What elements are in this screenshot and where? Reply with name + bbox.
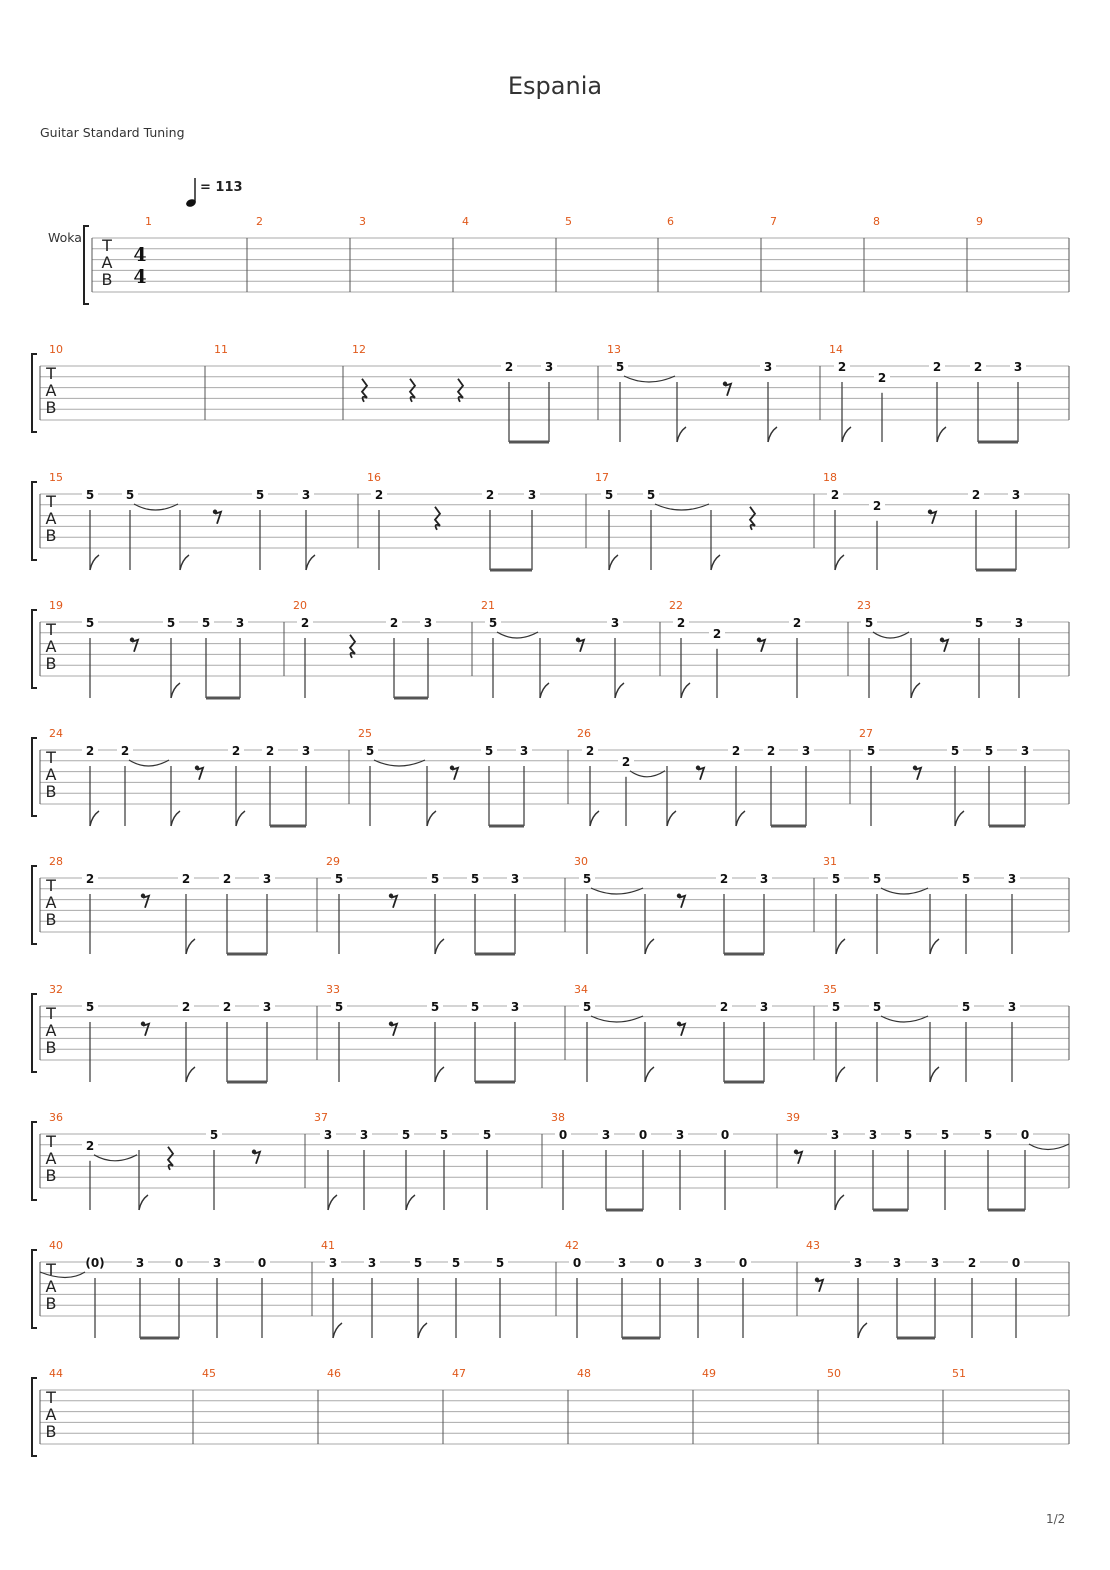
fret-number: 5	[615, 360, 625, 374]
fret-number: 3	[519, 744, 529, 758]
measure-number: 41	[321, 1239, 335, 1252]
fret-number: 5	[85, 488, 95, 502]
measure-number: 37	[314, 1111, 328, 1124]
fret-number: 5	[983, 1128, 993, 1142]
fret-number: 3	[1007, 1000, 1017, 1014]
fret-number: 2	[872, 498, 882, 513]
fret-number: 3	[527, 488, 537, 502]
eighth-flag	[590, 811, 599, 826]
tab-clef-letter: B	[45, 1038, 57, 1057]
fret-number: 3	[830, 1128, 840, 1142]
measure-number: 8	[873, 215, 880, 228]
fret-number: 5	[451, 1256, 461, 1270]
measure-number: 6	[667, 215, 674, 228]
fret-number: 5	[470, 1000, 480, 1014]
measure-number: 4	[462, 215, 469, 228]
eighth-flag	[328, 1195, 337, 1210]
measure-number: 3	[359, 215, 366, 228]
measure-number: 43	[806, 1239, 820, 1252]
fret-number: 0	[1020, 1128, 1030, 1142]
measure-number: 28	[49, 855, 63, 868]
eighth-flag	[139, 1195, 148, 1210]
system-bracket	[32, 1122, 37, 1200]
fret-number: 3	[367, 1256, 377, 1270]
measure-number: 34	[574, 983, 588, 996]
measure-number: 20	[293, 599, 307, 612]
eighth-flag	[171, 683, 180, 698]
measure-number: 9	[976, 215, 983, 228]
instrument-name: Wokal	[48, 230, 86, 245]
eighth-flag	[835, 555, 844, 570]
tab-clef-letter: B	[45, 654, 57, 673]
eighth-rest	[930, 512, 936, 524]
measure-number: 27	[859, 727, 873, 740]
fret-number: 3	[675, 1128, 685, 1142]
measure-number: 48	[577, 1367, 591, 1380]
eighth-rest	[679, 896, 685, 908]
tab-clef-letter: A	[45, 893, 57, 912]
eighth-flag	[768, 427, 777, 442]
tab-clef-letter: T	[46, 364, 56, 383]
measure-number: 18	[823, 471, 837, 484]
tab-clef-letter: T	[102, 236, 112, 255]
measure-number: 45	[202, 1367, 216, 1380]
fret-number: 0	[1011, 1256, 1021, 1270]
measure-number: 11	[214, 343, 228, 356]
eighth-rest	[698, 768, 704, 780]
fret-number: 2	[85, 744, 95, 758]
fret-number: 2	[766, 744, 776, 758]
eighth-flag	[306, 555, 315, 570]
fret-number: 5	[940, 1128, 950, 1142]
fret-number: 5	[85, 1000, 95, 1014]
fret-number: 3	[423, 616, 433, 630]
eighth-rest	[942, 640, 948, 652]
eighth-rest	[254, 1152, 260, 1164]
page-number: 1/2	[1046, 1512, 1066, 1526]
measure-number: 29	[326, 855, 340, 868]
measure-number: 32	[49, 983, 63, 996]
eighth-flag	[435, 1067, 444, 1082]
eighth-flag	[836, 939, 845, 954]
eighth-flag	[435, 939, 444, 954]
fret-number: 5	[255, 488, 265, 502]
fret-number: 3	[1020, 744, 1030, 758]
fret-number: 2	[485, 488, 495, 502]
fret-number: 5	[582, 1000, 592, 1014]
fret-number: 3	[135, 1256, 145, 1270]
system-bracket	[32, 994, 37, 1072]
fret-number: 2	[731, 744, 741, 758]
measure-number: 26	[577, 727, 591, 740]
fret-number: 5	[439, 1128, 449, 1142]
fret-number: 2	[231, 744, 241, 758]
eighth-flag	[406, 1195, 415, 1210]
measure-number: 22	[669, 599, 683, 612]
fret-number: 5	[872, 1000, 882, 1014]
system-bracket	[32, 738, 37, 816]
tab-clef-letter: B	[45, 910, 57, 929]
measure-number: 17	[595, 471, 609, 484]
eighth-flag	[186, 1067, 195, 1082]
eighth-flag	[186, 939, 195, 954]
fret-number: 0	[638, 1128, 648, 1142]
tab-clef-letter: A	[45, 509, 57, 528]
fret-number: (0)	[85, 1256, 105, 1270]
tab-clef-letter: B	[45, 398, 57, 417]
eighth-rest	[679, 1024, 685, 1036]
fret-number: 2	[712, 626, 722, 641]
eighth-flag	[427, 811, 436, 826]
measure-number: 47	[452, 1367, 466, 1380]
eighth-flag	[930, 939, 939, 954]
fret-number: 3	[301, 744, 311, 758]
fret-number: 5	[334, 1000, 344, 1014]
measure-number: 15	[49, 471, 63, 484]
eighth-flag	[90, 811, 99, 826]
tab-clef-letter: T	[46, 620, 56, 639]
fret-number: 3	[801, 744, 811, 758]
fret-number: 3	[759, 872, 769, 886]
system-bracket	[84, 226, 89, 304]
fret-number: 2	[877, 370, 887, 385]
measure-number: 42	[565, 1239, 579, 1252]
fret-number: 3	[262, 872, 272, 886]
eighth-flag	[645, 939, 654, 954]
fret-number: 3	[212, 1256, 222, 1270]
fret-number: 3	[301, 488, 311, 502]
tab-clef-letter: B	[45, 1294, 57, 1313]
tab-clef-letter: B	[45, 1166, 57, 1185]
tab-clef-letter: A	[45, 1021, 57, 1040]
tab-clef-letter: A	[45, 1149, 57, 1168]
tab-clef-letter: A	[45, 1277, 57, 1296]
time-signature-bottom: 4	[133, 266, 147, 288]
fret-number: 2	[85, 1138, 95, 1153]
tab-clef-letter: B	[101, 270, 113, 289]
system-bracket	[32, 866, 37, 944]
fret-number: 3	[1013, 360, 1023, 374]
fret-number: 5	[961, 872, 971, 886]
fret-number: 0	[174, 1256, 184, 1270]
measure-number: 38	[551, 1111, 565, 1124]
fret-number: 0	[558, 1128, 568, 1142]
fret-number: 0	[720, 1128, 730, 1142]
fret-number: 2	[792, 616, 802, 630]
system-bracket	[32, 1250, 37, 1328]
fret-number: 3	[328, 1256, 338, 1270]
fret-number: 2	[837, 360, 847, 374]
fret-number: 2	[374, 488, 384, 502]
measure-number: 21	[481, 599, 495, 612]
eighth-flag	[681, 683, 690, 698]
measure-number: 50	[827, 1367, 841, 1380]
eighth-flag	[677, 427, 686, 442]
fret-number: 5	[85, 616, 95, 630]
fret-number: 3	[510, 872, 520, 886]
fret-number: 5	[430, 872, 440, 886]
fret-number: 2	[85, 872, 95, 886]
eighth-rest	[578, 640, 584, 652]
fret-number: 2	[181, 1000, 191, 1014]
eighth-rest	[132, 640, 138, 652]
fret-number: 2	[932, 360, 942, 374]
measure-number: 51	[952, 1367, 966, 1380]
fret-number: 3	[892, 1256, 902, 1270]
fret-number: 2	[719, 872, 729, 886]
fret-number: 2	[222, 1000, 232, 1014]
measure-number: 24	[49, 727, 63, 740]
eighth-flag	[236, 811, 245, 826]
tab-clef-letter: T	[46, 492, 56, 511]
fret-number: 5	[961, 1000, 971, 1014]
fret-number: 5	[365, 744, 375, 758]
system-bracket	[32, 610, 37, 688]
fret-number: 3	[1011, 488, 1021, 502]
eighth-rest	[759, 640, 765, 652]
fret-number: 5	[604, 488, 614, 502]
tab-clef-letter: T	[46, 1260, 56, 1279]
measure-number: 13	[607, 343, 621, 356]
eighth-flag	[711, 555, 720, 570]
fret-number: 2	[300, 616, 310, 630]
tab-clef-letter: A	[45, 765, 57, 784]
fret-number: 5	[950, 744, 960, 758]
fret-number: 3	[763, 360, 773, 374]
eighth-flag	[836, 1067, 845, 1082]
fret-number: 3	[693, 1256, 703, 1270]
eighth-flag	[835, 1195, 844, 1210]
tab-clef-letter: T	[46, 1132, 56, 1151]
eighth-rest	[452, 768, 458, 780]
measure-number: 10	[49, 343, 63, 356]
fret-number: 5	[125, 488, 135, 502]
fret-number: 2	[621, 754, 631, 769]
fret-number: 2	[830, 488, 840, 502]
fret-number: 5	[831, 872, 841, 886]
fret-number: 3	[544, 360, 554, 374]
tab-clef-letter: A	[101, 253, 113, 272]
eighth-flag	[937, 427, 946, 442]
measure-number: 35	[823, 983, 837, 996]
fret-number: 2	[181, 872, 191, 886]
fret-number: 5	[903, 1128, 913, 1142]
fret-number: 3	[262, 1000, 272, 1014]
tab-clef-letter: T	[46, 748, 56, 767]
eighth-flag	[333, 1323, 342, 1338]
fret-number: 3	[853, 1256, 863, 1270]
fret-number: 3	[617, 1256, 627, 1270]
fret-number: 5	[401, 1128, 411, 1142]
measure-number: 14	[829, 343, 843, 356]
eighth-flag	[609, 555, 618, 570]
eighth-rest	[215, 512, 221, 524]
fret-number: 2	[971, 488, 981, 502]
fret-number: 0	[572, 1256, 582, 1270]
time-signature-top: 4	[133, 244, 147, 266]
measure-number: 5	[565, 215, 572, 228]
fret-number: 2	[719, 1000, 729, 1014]
measure-number: 31	[823, 855, 837, 868]
tab-clef-letter: T	[46, 1004, 56, 1023]
tab-clef-letter: T	[46, 876, 56, 895]
eighth-flag	[736, 811, 745, 826]
system-bracket	[32, 354, 37, 432]
fret-number: 2	[973, 360, 983, 374]
fret-number: 5	[482, 1128, 492, 1142]
eighth-flag	[171, 811, 180, 826]
fret-number: 5	[864, 616, 874, 630]
eighth-flag	[180, 555, 189, 570]
measure-number: 39	[786, 1111, 800, 1124]
fret-number: 5	[984, 744, 994, 758]
tab-clef-letter: T	[46, 1388, 56, 1407]
fret-number: 2	[967, 1256, 977, 1270]
measure-number: 46	[327, 1367, 341, 1380]
fret-number: 5	[470, 872, 480, 886]
eighth-flag	[911, 683, 920, 698]
eighth-rest	[143, 1024, 149, 1036]
fret-number: 5	[831, 1000, 841, 1014]
eighth-flag	[842, 427, 851, 442]
eighth-flag	[540, 683, 549, 698]
fret-number: 2	[504, 360, 514, 374]
fret-number: 3	[930, 1256, 940, 1270]
eighth-rest	[796, 1152, 802, 1164]
fret-number: 3	[1014, 616, 1024, 630]
measure-number: 40	[49, 1239, 63, 1252]
fret-number: 5	[334, 872, 344, 886]
fret-number: 5	[582, 872, 592, 886]
eighth-flag	[90, 555, 99, 570]
fret-number: 3	[235, 616, 245, 630]
fret-number: 0	[655, 1256, 665, 1270]
fret-number: 5	[866, 744, 876, 758]
eighth-rest	[915, 768, 921, 780]
measure-number: 2	[256, 215, 263, 228]
fret-number: 2	[389, 616, 399, 630]
tab-clef-letter: B	[45, 782, 57, 801]
measure-number: 16	[367, 471, 381, 484]
fret-number: 2	[265, 744, 275, 758]
measure-number: 36	[49, 1111, 63, 1124]
fret-number: 3	[1007, 872, 1017, 886]
fret-number: 5	[872, 872, 882, 886]
measure-number: 1	[145, 215, 152, 228]
fret-number: 5	[646, 488, 656, 502]
eighth-flag	[615, 683, 624, 698]
fret-number: 3	[510, 1000, 520, 1014]
measure-number: 33	[326, 983, 340, 996]
measure-number: 49	[702, 1367, 716, 1380]
fret-number: 2	[676, 616, 686, 630]
fret-number: 2	[120, 744, 130, 758]
fret-number: 5	[430, 1000, 440, 1014]
eighth-flag	[418, 1323, 427, 1338]
system-bracket	[32, 482, 37, 560]
song-title: Espania	[507, 72, 603, 100]
eighth-rest	[817, 1280, 823, 1292]
eighth-flag	[667, 811, 676, 826]
eighth-rest	[391, 1024, 397, 1036]
measure-number: 30	[574, 855, 588, 868]
fret-number: 5	[974, 616, 984, 630]
system-bracket	[32, 1378, 37, 1456]
fret-number: 2	[585, 744, 595, 758]
eighth-flag	[955, 811, 964, 826]
measure-number: 25	[358, 727, 372, 740]
eighth-flag	[645, 1067, 654, 1082]
measure-number: 19	[49, 599, 63, 612]
tab-clef-letter: A	[45, 381, 57, 400]
fret-number: 0	[257, 1256, 267, 1270]
fret-number: 3	[359, 1128, 369, 1142]
measure-number: 12	[352, 343, 366, 356]
fret-number: 3	[610, 616, 620, 630]
fret-number: 2	[222, 872, 232, 886]
fret-number: 5	[209, 1128, 219, 1142]
eighth-flag	[930, 1067, 939, 1082]
tuning-label: Guitar Standard Tuning	[40, 125, 185, 140]
fret-number: 5	[413, 1256, 423, 1270]
tab-clef-letter: B	[45, 1422, 57, 1441]
measure-number: 7	[770, 215, 777, 228]
fret-number: 3	[323, 1128, 333, 1142]
tab-clef-letter: B	[45, 526, 57, 545]
eighth-rest	[197, 768, 203, 780]
tab-clef-letter: A	[45, 637, 57, 656]
tempo-label: = 113	[200, 180, 243, 195]
fret-number: 5	[488, 616, 498, 630]
fret-number: 5	[201, 616, 211, 630]
fret-number: 3	[759, 1000, 769, 1014]
eighth-rest	[143, 896, 149, 908]
eighth-flag	[858, 1323, 867, 1338]
fret-number: 5	[166, 616, 176, 630]
tab-clef-letter: A	[45, 1405, 57, 1424]
measure-number: 44	[49, 1367, 63, 1380]
fret-number: 5	[484, 744, 494, 758]
fret-number: 3	[868, 1128, 878, 1142]
eighth-rest	[725, 384, 731, 396]
fret-number: 3	[601, 1128, 611, 1142]
fret-number: 0	[738, 1256, 748, 1270]
measure-number: 23	[857, 599, 871, 612]
eighth-rest	[391, 896, 397, 908]
fret-number: 5	[495, 1256, 505, 1270]
